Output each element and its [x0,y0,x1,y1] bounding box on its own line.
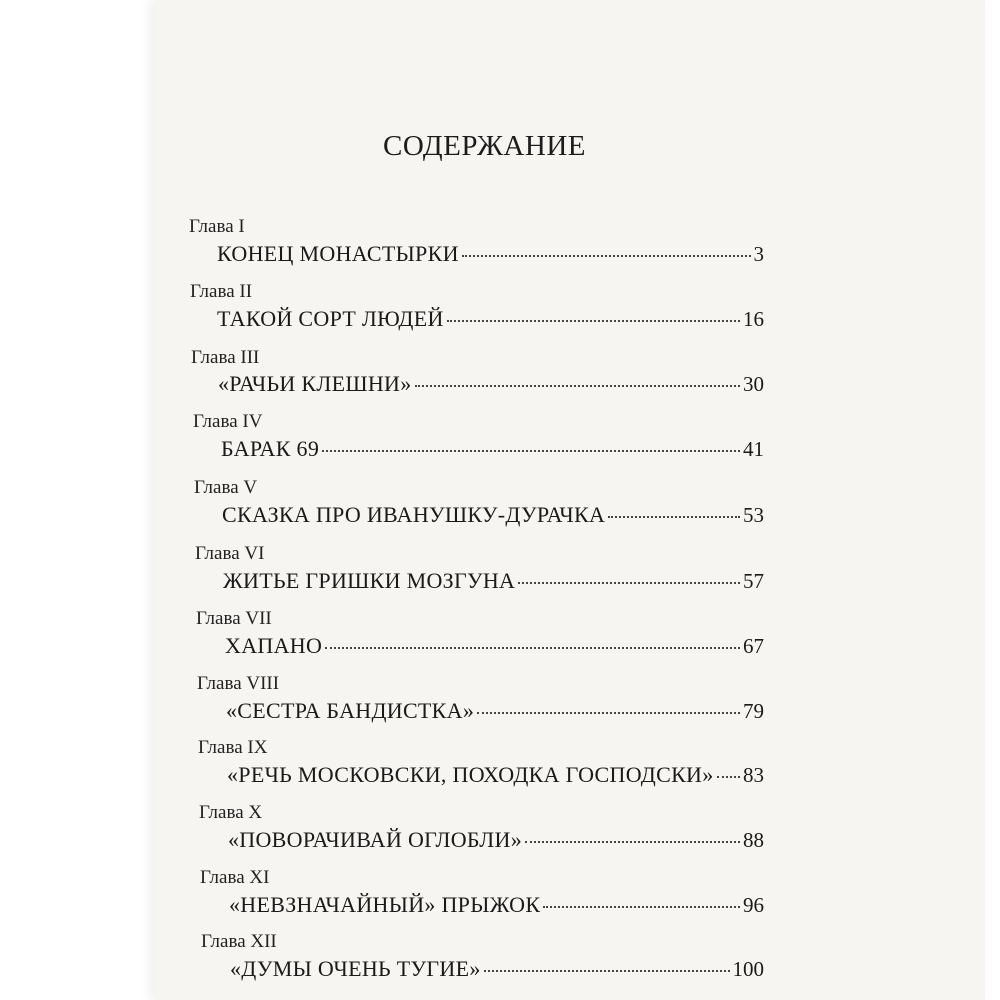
chapter-label: Глава III [191,347,260,368]
page-number: 57 [743,569,764,593]
chapter-line [218,371,764,397]
page-number: 96 [743,893,764,917]
page-number: 41 [743,437,764,461]
chapter-title: «ПОВОРАЧИВАЙ ОГЛОБЛИ» [228,827,523,852]
dot-leader [447,320,740,322]
chapter-label: Глава I [189,216,245,237]
page-number: 3 [753,242,764,266]
page-title: СОДЕРЖАНИЕ [383,130,586,162]
chapter-label: Глава X [199,802,263,823]
chapter-label: Глава XII [201,931,277,952]
toc-entry-1 [0,213,1000,283]
page-number: 83 [743,763,764,787]
dot-leader [525,841,740,843]
page-number: 16 [743,307,764,331]
toc-entry-10 [0,799,1000,869]
chapter-label: Глава VI [195,543,265,564]
chapter-title: ХАПАНО [225,633,323,658]
chapter-title: ЖИТЬЕ ГРИШКИ МОЗГУНА [223,568,516,593]
chapter-title: СКАЗКА ПРО ИВАНУШКУ-ДУРАЧКА [222,502,606,527]
chapter-line [226,698,764,724]
chapter-title: «НЕВЗНАЧАЙНЫЙ» ПРЫЖОК [229,892,541,917]
chapter-title: БАРАК 69 [221,436,320,461]
chapter-title: КОНЕЦ МОНАСТЫРКИ [217,241,459,266]
chapter-line [221,436,764,462]
dot-leader [543,906,740,908]
chapter-label: Глава VIII [197,673,280,694]
toc-entry-5 [0,474,1000,544]
page-number: 100 [732,957,764,981]
chapter-line [227,762,764,788]
chapter-label: Глава II [190,281,253,302]
toc-entry-3 [0,344,1000,414]
dot-leader [322,450,740,452]
dot-leader [717,776,740,778]
dot-leader [325,647,740,649]
toc-entry-2 [0,278,1000,348]
dot-leader [484,970,730,972]
toc-entry-4 [0,408,1000,478]
page-number: 67 [743,634,764,658]
toc-entry-11 [0,864,1000,934]
dot-leader [477,712,740,714]
chapter-label: Глава V [194,477,258,498]
chapter-title: «РАЧЬИ КЛЕШНИ» [218,371,412,396]
chapter-line [223,568,764,594]
chapter-label: Глава IV [193,411,263,432]
chapter-label: Глава IX [198,737,268,758]
chapter-line [222,502,764,528]
chapter-line [229,892,764,918]
toc-entry-12 [0,928,1000,998]
dot-leader [415,385,741,387]
chapter-line [217,241,764,267]
dot-leader [518,582,740,584]
chapter-label: Глава XI [200,867,270,888]
chapter-title: «РЕЧЬ МОСКОВСКИ, ПОХОДКА ГОСПОДСКИ» [227,762,714,787]
toc-entry-9 [0,734,1000,804]
chapter-line [230,956,764,982]
page-number: 88 [743,828,764,852]
toc-entry-7 [0,605,1000,675]
page-number: 79 [743,699,764,723]
toc-entry-6 [0,540,1000,610]
page-number: 30 [743,372,764,396]
chapter-line [217,306,764,332]
toc-entry-8 [0,670,1000,740]
chapter-title: «СЕСТРА БАНДИСТКА» [226,698,475,723]
dot-leader [462,255,751,257]
chapter-label: Глава VII [196,608,272,629]
chapter-title: ТАКОЙ СОРТ ЛЮДЕЙ [217,306,444,331]
chapter-line [228,827,764,853]
page-number: 53 [743,503,764,527]
chapter-title: «ДУМЫ ОЧЕНЬ ТУГИЕ» [230,956,481,981]
chapter-line [225,633,764,659]
dot-leader [608,516,740,518]
